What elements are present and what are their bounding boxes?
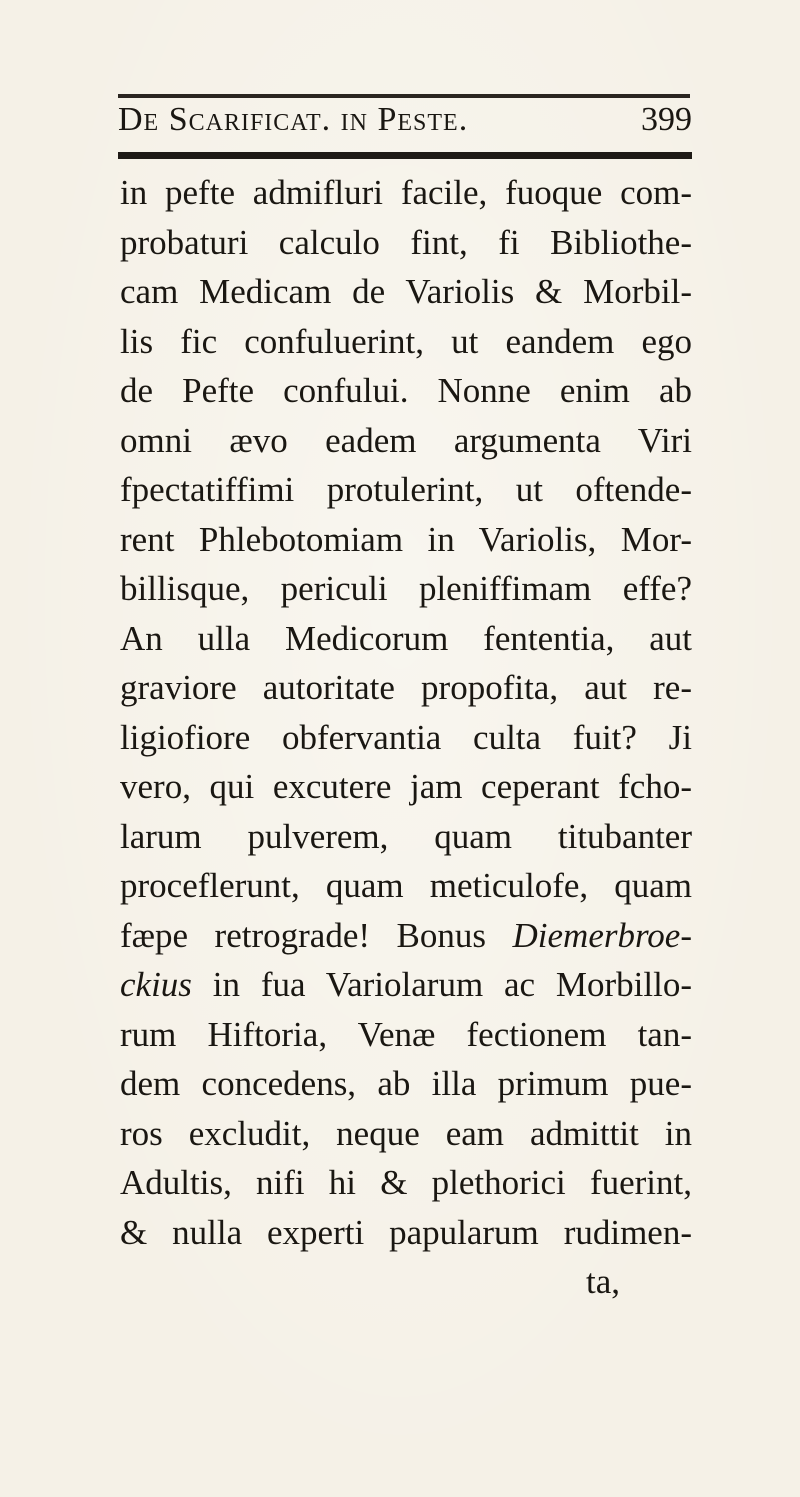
text-line: rum Hiftoria, Venæ fectionem tan- xyxy=(120,1014,692,1054)
text-line: ros excludit, neque eam admittit in xyxy=(120,1113,692,1153)
running-title: De Scarificat. in Peste. xyxy=(118,101,469,138)
text-line: billisque, periculi pleniffimam effe? xyxy=(120,569,692,608)
text-segment: in fua Variolarum ac Morbillo- xyxy=(212,965,693,1004)
text-line: proceflerunt, quam meticulofe, quam xyxy=(120,866,692,905)
text-line: graviore autoritate propofita, aut re- xyxy=(120,668,692,707)
body-text xyxy=(120,168,700,1307)
text-line: dem concedens, ab illa primum pue- xyxy=(120,1064,692,1103)
text-line-with-author xyxy=(120,960,692,1010)
text-line: omni ævo eadem argumenta Viri xyxy=(120,420,692,460)
author-name-part-1: Diemerbroe- xyxy=(512,915,692,955)
text-line: An ulla Medicorum fententia, aut xyxy=(120,618,692,658)
text-line: larum pulverem, quam titubanter xyxy=(120,816,692,856)
text-line: cam Medicam de Variolis & Morbil- xyxy=(120,272,692,311)
author-name-part-2: ckius xyxy=(120,965,192,1004)
text-line-with-author xyxy=(120,911,692,961)
page-number: 399 xyxy=(641,101,692,138)
text-line: rent Phlebotomiam in Variolis, Mor- xyxy=(120,519,692,559)
text-line: in pefte admifluri facile, fuoque com- xyxy=(120,173,692,212)
text-line: lis fic confuluerint, ut eandem ego xyxy=(120,321,692,361)
text-line: de Pefte confului. Nonne enim ab xyxy=(120,371,692,410)
catchword: ta, xyxy=(586,1262,621,1301)
head-rule xyxy=(118,152,692,159)
top-rule xyxy=(118,94,690,98)
text-line: probaturi calculo fint, fi Bibliothe- xyxy=(120,222,692,262)
text-line: vero, qui excutere jam ceperant fcho- xyxy=(120,767,692,806)
running-head xyxy=(118,101,692,147)
text-line: & nulla experti papularum rudimen- xyxy=(120,1212,692,1252)
text-line: Adultis, nifi hi & plethorici fuerint, xyxy=(120,1163,692,1202)
text-segment: fæpe retrograde! Bonus xyxy=(120,915,513,955)
text-line: ligiofiore obfervantia culta fuit? Ji xyxy=(120,717,692,757)
text-line: fpectatiffimi protulerint, ut oftende- xyxy=(120,470,692,509)
